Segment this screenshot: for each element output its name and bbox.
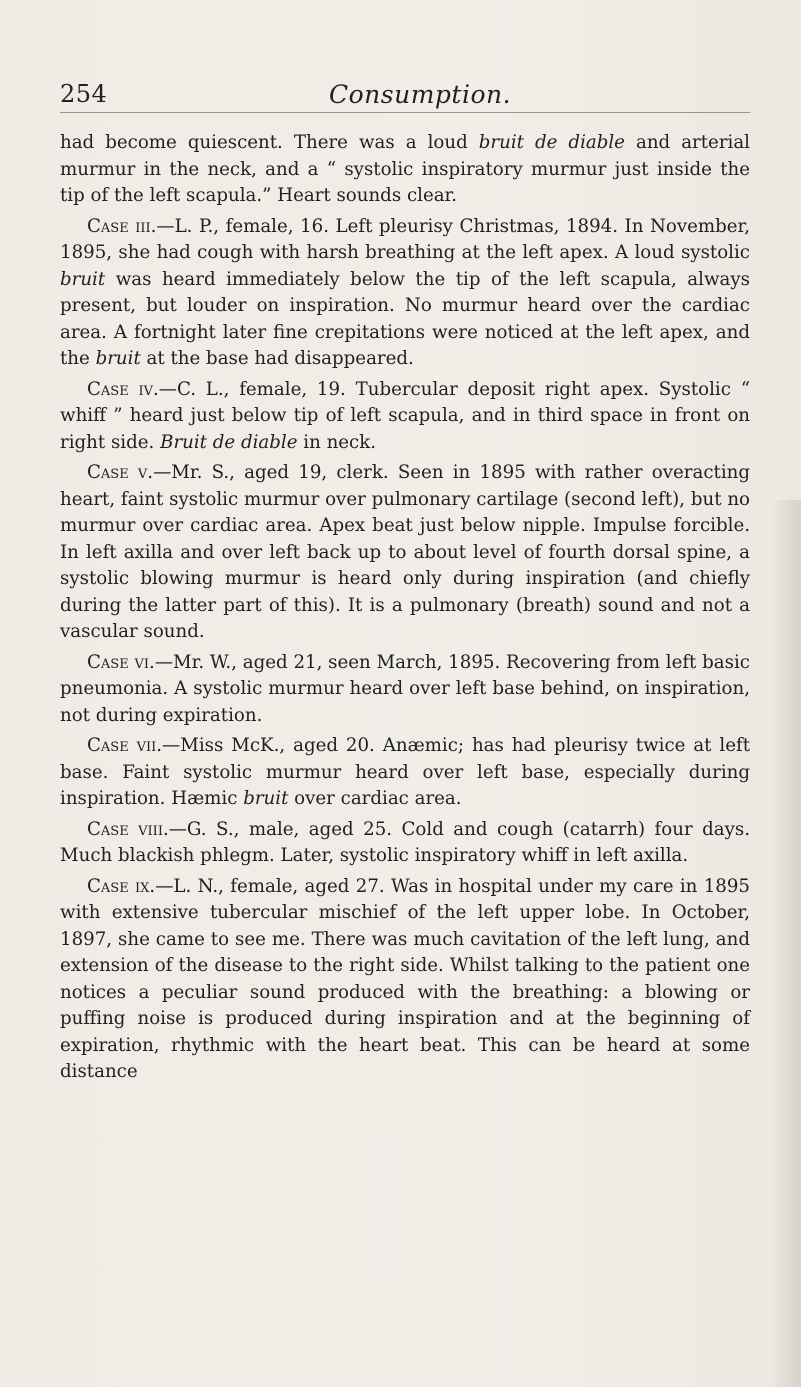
running-title: Consumption. (329, 80, 512, 109)
text-run: and arterial murmur in the neck, and a “ systolic inspiratory murmur just inside the tip of the left scapula.” Heart sounds clear. (60, 132, 750, 206)
text-run: —G. S., male, aged 25. Cold and cough (catarrh) four days. Much blackish phlegm. Later, systolic inspiratory whiff in left axilla. (60, 818, 750, 866)
text-run: had become quiescent. There was a loud (60, 132, 479, 153)
text-run: —L. P., female, 16. Left pleurisy Christmas, 1894. In November, 1895, she had cough with harsh breathing at the left apex. A loud systolic (60, 215, 750, 263)
running-head (60, 62, 750, 113)
text-run: at the base had disappeared. (140, 348, 414, 369)
text-run: —C. L., female, 19. Tubercular deposit right apex. Systolic “ whiff ” heard just below tip of left scapula, and in third space in front on right side. (60, 378, 750, 453)
text-run: —Miss McK., aged 20. Anæmic; has had pleurisy twice at left base. Faint systolic murmur heard over left base, especially during inspiration. Hæmic (60, 735, 751, 809)
text-run: over cardiac area. (288, 788, 462, 809)
case-paragraph (60, 460, 750, 646)
case-paragraph (60, 817, 750, 870)
case-paragraph (60, 650, 750, 730)
case-label: Case viii. (87, 818, 169, 840)
case-paragraph (60, 377, 750, 457)
italic-term: bruit (95, 348, 141, 369)
paragraph-continuation (60, 130, 750, 210)
text-run: —Mr. S., aged 19, clerk. Seen in 1895 with rather overacting heart, faint systolic murmur over pulmonary cartilage (second left), but no murmur over cardiac area. Apex beat just below nipple. Impulse forcible. In left axilla and over left back up to about level of fourth dorsal spine, a systolic blowing murmur is heard only during inspiration (and chiefly during the latter part of this). It is a pulmonary (breath) sound and not a vascular sound. (60, 462, 750, 642)
case-label: Case v. (87, 462, 154, 483)
italic-term: bruit de diable (478, 132, 625, 153)
case-label: Case ix. (87, 875, 156, 897)
italic-term: Bruit de diable (160, 431, 298, 453)
text-run: in neck. (297, 431, 377, 453)
case-label: Case vi. (87, 651, 155, 673)
italic-term: bruit (243, 788, 289, 809)
case-paragraph (60, 214, 750, 373)
case-label: Case iii. (87, 215, 157, 237)
text-run: was heard immediately below the tip of the left scapula, always present, but louder on inspiration. No murmur heard over the cardiac area. A fortnight later fine crepitations were noticed at the left apex, and the (60, 268, 750, 369)
case-paragraph (60, 733, 750, 813)
body-text (60, 130, 750, 1090)
case-label: Case iv. (87, 378, 159, 400)
italic-term: bruit (60, 268, 106, 290)
page-edge-shadow (771, 500, 801, 1387)
text-run: —Mr. W., aged 21, seen March, 1895. Recovering from left basic pneumonia. A systolic murmur heard over left base behind, on inspiration, not during expiration. (60, 651, 750, 726)
case-paragraph (60, 874, 750, 1086)
case-label: Case vii. (87, 735, 163, 756)
page-number: 254 (60, 80, 108, 108)
text-run: —L. N., female, aged 27. Was in hospital under my care in 1895 with extensive tubercular mischief of the left upper lobe. In October, 1897, she came to see me. There was much cavitation of the left lung, and extension of the disease to the right side. Whilst talking to the patient one notices a peculiar sound produced with the breathing: a blowing or puffing noise is produced during inspiration and at the beginning of expiration, rhythmic with the heart beat. This can be heard at some distance (60, 875, 751, 1082)
